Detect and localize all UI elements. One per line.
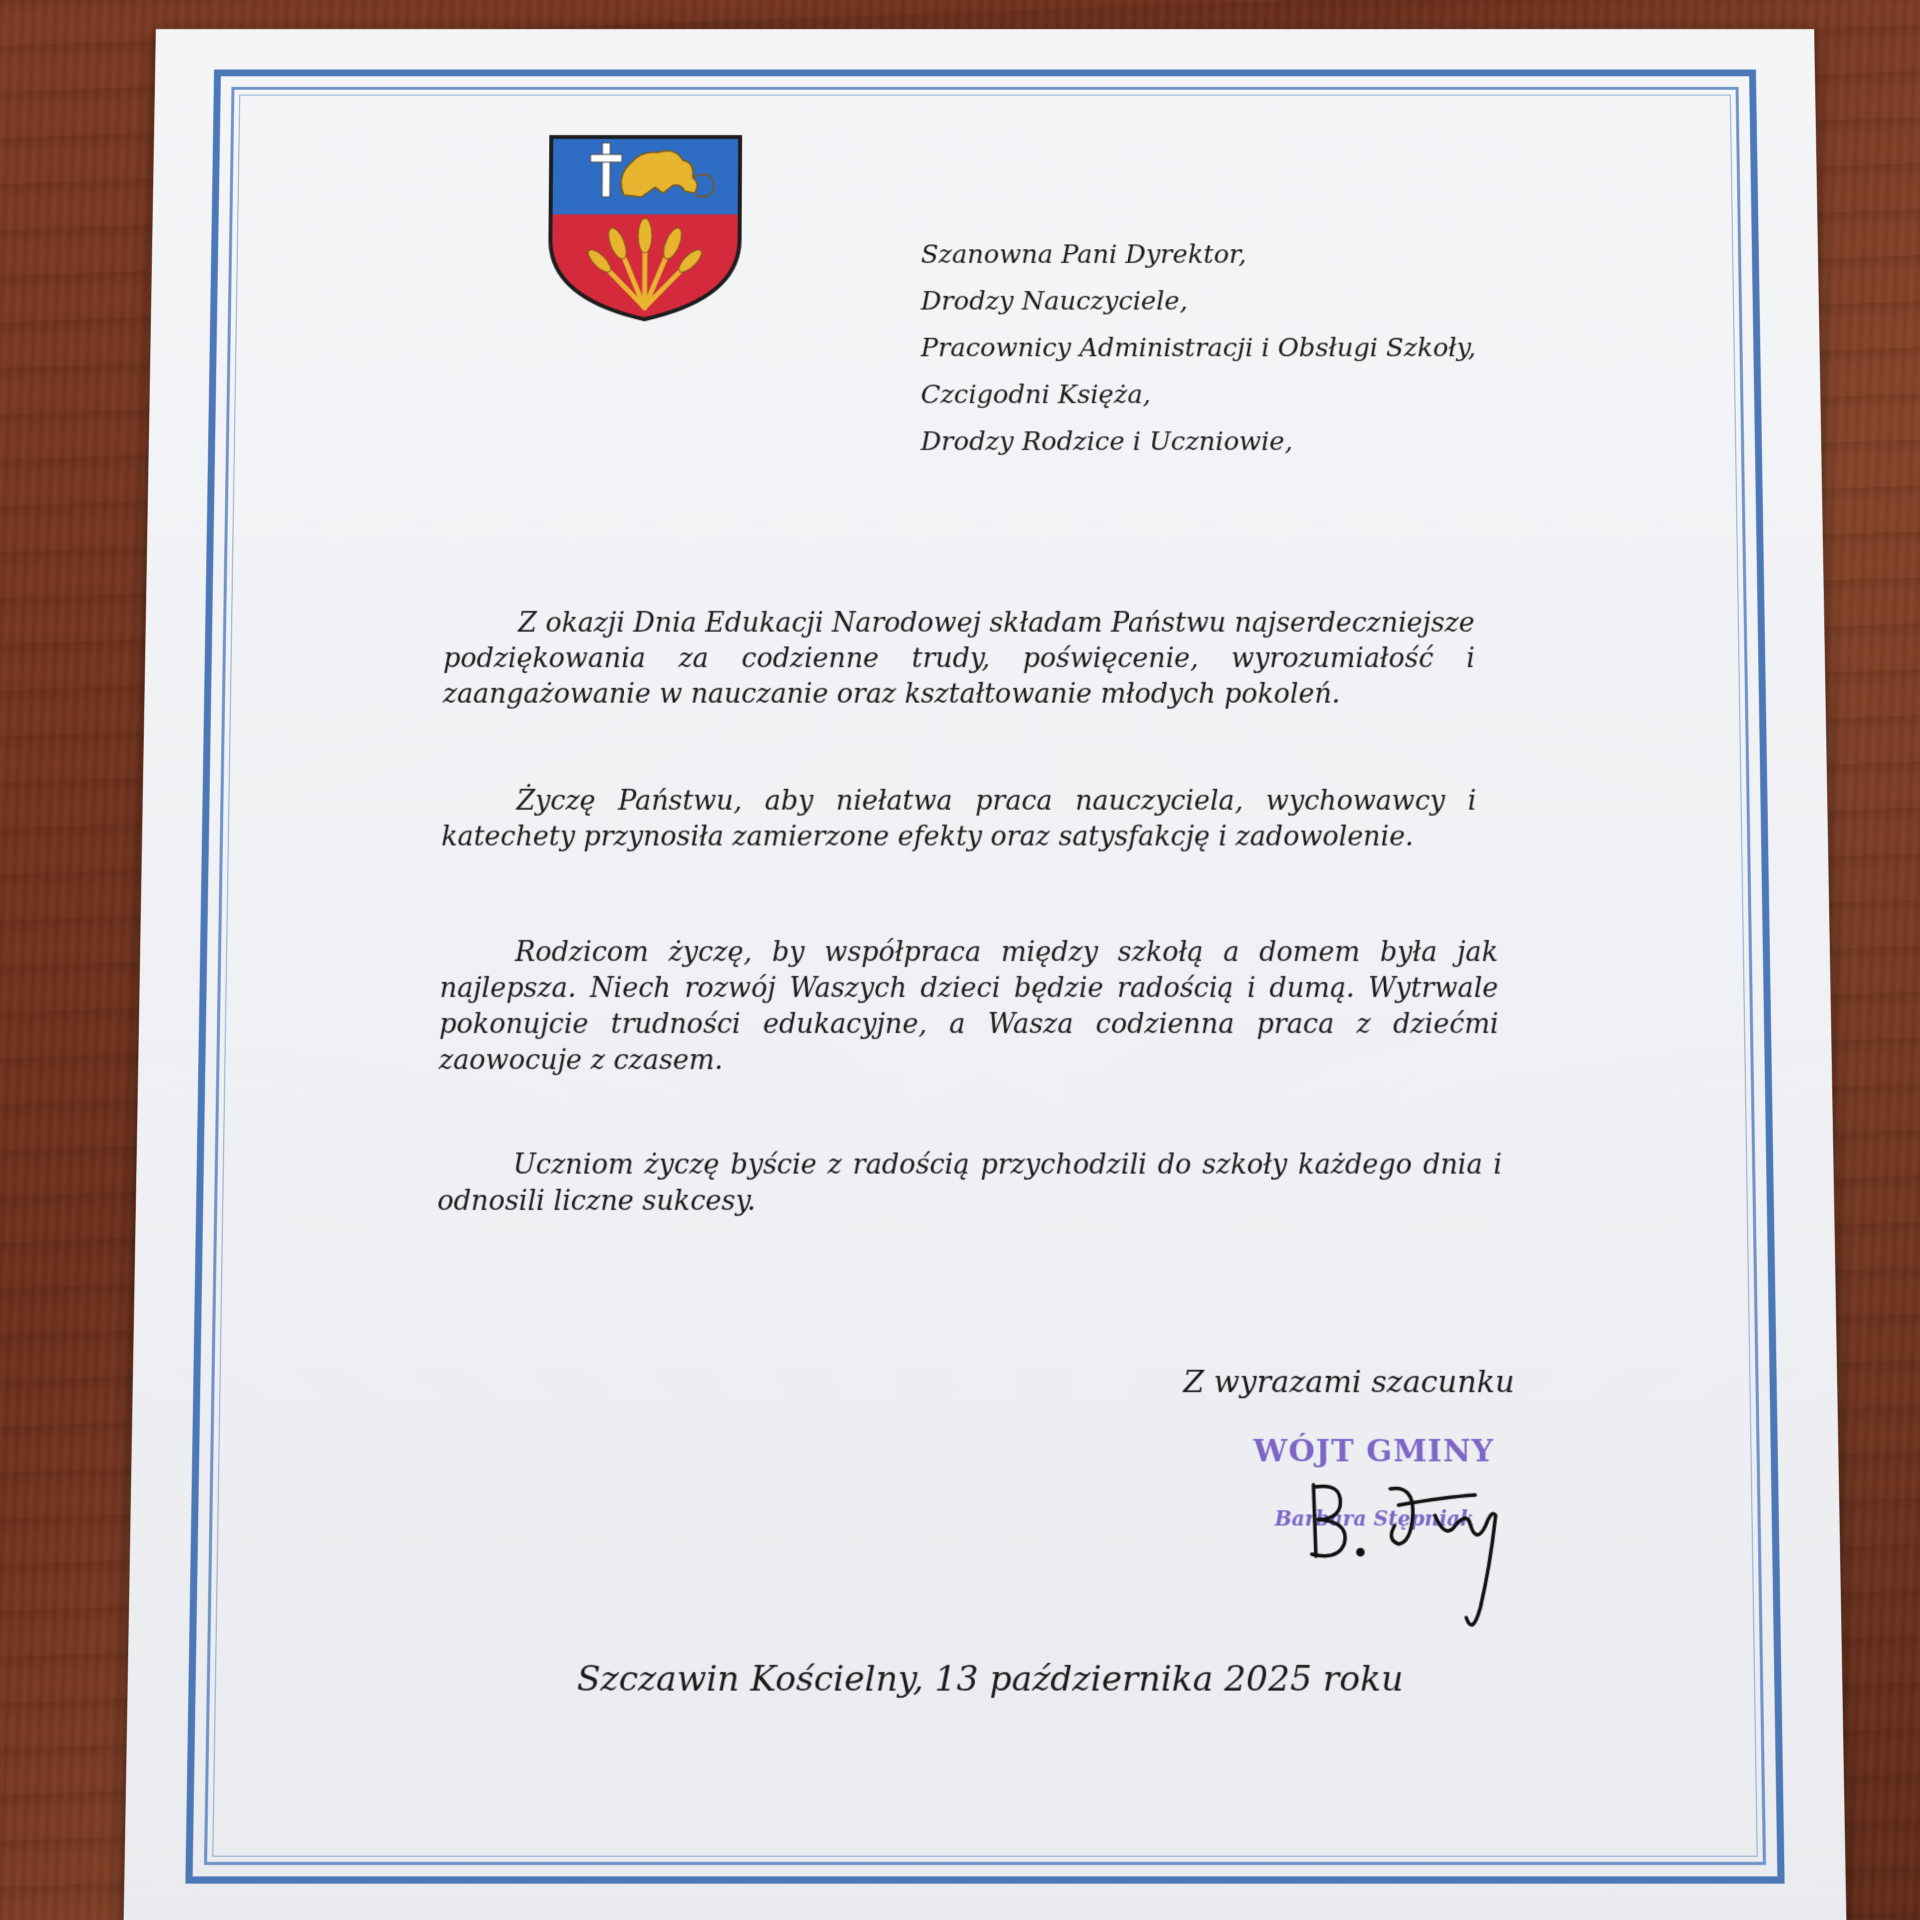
stamp-name: Barbara Stępniak	[1274, 1506, 1475, 1531]
salutation-line: Czcigodni Księża,	[920, 380, 1151, 410]
paragraph-students-wishes: Uczniom życzę byście z radością przychodzili do szkoły każdego dnia i odnosili liczne sukcesy.	[437, 1149, 1503, 1217]
salutation-line: Drodzy Nauczyciele,	[920, 287, 1188, 317]
coat-of-arms-icon	[546, 133, 744, 323]
paragraph-teachers-wishes: Życzę Państwu, aby niełatwa praca nauczyciela, wychowawcy i katechety przynosiła zamierzone efekty oraz satysfakcję i zadowolenie.	[441, 785, 1477, 853]
place-and-date: Szczawin Kościelny, 13 października 2025 roku	[576, 1658, 1404, 1700]
letter-paper	[124, 29, 1847, 1920]
paragraph-parents-wishes: Rodzicom życzę, by współpraca między szkołą a domem była jak najlepsza. Niech rozwój Waszych dzieci będzie radością i dumą. Wytrwale pokonujcie trudności edukacyjne, a Wasza codzienna praca z dziećmi zaowocuje z czasem.	[438, 937, 1499, 1077]
closing-phrase: Z wyrazami szacunku	[1183, 1364, 1515, 1401]
salutation-block	[921, 232, 1477, 466]
paragraph-teachers-thanks: Z okazji Dnia Edukacji Narodowej składam Państwu najserdeczniejsze podziękowania za codzienne trudy, poświęcenie, wyrozumiałość i zaangażowanie w nauczanie oraz kształtowanie młodych pokoleń.	[442, 608, 1476, 710]
salutation-line: Szanowna Pani Dyrektor,	[920, 240, 1247, 270]
salutation-line: Pracownicy Administracji i Obsługi Szkoły,	[920, 333, 1477, 364]
stamp-title: WÓJT GMINY	[1253, 1433, 1495, 1470]
salutation-line: Drodzy Rodzice i Uczniowie,	[920, 427, 1293, 457]
signature-icon	[1293, 1454, 1527, 1638]
